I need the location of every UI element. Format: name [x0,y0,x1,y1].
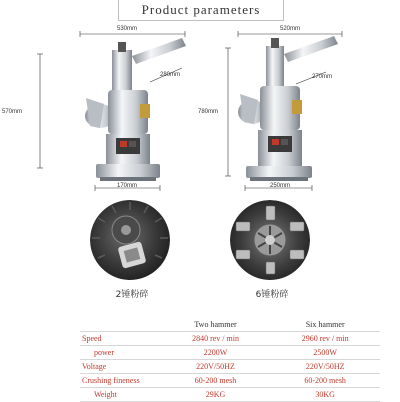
title-banner [118,0,284,21]
machine-six-hammer-diagram [200,24,400,194]
machine-two-hammer-diagram [0,24,200,194]
cell-six-hammer: 60-200 mesh [270,374,380,388]
table-row [80,388,380,402]
column-header-six-hammer: Six hammer [270,318,380,332]
row-label-crushing-fineness: Crushing fineness [80,374,161,388]
row-label-speed: Speed [80,332,161,346]
machine-six-hammer-illustration [200,24,400,194]
row-label-weight: Weight [80,388,161,402]
closeup-caption-two-hammer: 2锤粉碎 [115,290,149,300]
parameters-table [80,318,380,402]
row-label-voltage: Voltage [80,360,161,374]
cell-two-hammer: 29KG [161,388,271,402]
dim-top-width: 520mm [280,26,301,32]
grinding-chamber-six-hammer-photo [230,200,310,280]
cell-two-hammer: 2200W [161,346,271,360]
closeup-caption-six-hammer: 6锤粉碎 [255,290,289,300]
cell-two-hammer: 220V/50HZ [161,360,271,374]
dim-depth: 280mm [160,72,181,78]
machine-two-hammer-illustration [0,24,200,194]
page-title: Product parameters [141,2,261,17]
table-row [80,360,380,374]
dim-height: 570mm [2,109,23,115]
cell-six-hammer: 220V/50HZ [270,360,380,374]
cell-six-hammer: 2500W [270,346,380,360]
cell-two-hammer: 2840 rev / min [161,332,271,346]
cell-six-hammer: 30KG [270,388,380,402]
dim-top-width: 530mm [117,26,138,32]
dim-depth: 270mm [312,74,333,80]
dim-base-width: 170mm [117,183,138,189]
column-header-two-hammer: Two hammer [161,318,271,332]
table-header-row [80,318,380,332]
grinding-chamber-two-hammer-photo [90,200,170,280]
table-header-empty [80,318,161,332]
dim-height: 780mm [198,109,219,115]
table-row [80,332,380,346]
row-label-power: power [80,346,161,360]
table-row [80,374,380,388]
cell-two-hammer: 60-200 mesh [161,374,271,388]
dim-base-width: 250mm [270,183,291,189]
table-row [80,346,380,360]
cell-six-hammer: 2960 rev / min [270,332,380,346]
